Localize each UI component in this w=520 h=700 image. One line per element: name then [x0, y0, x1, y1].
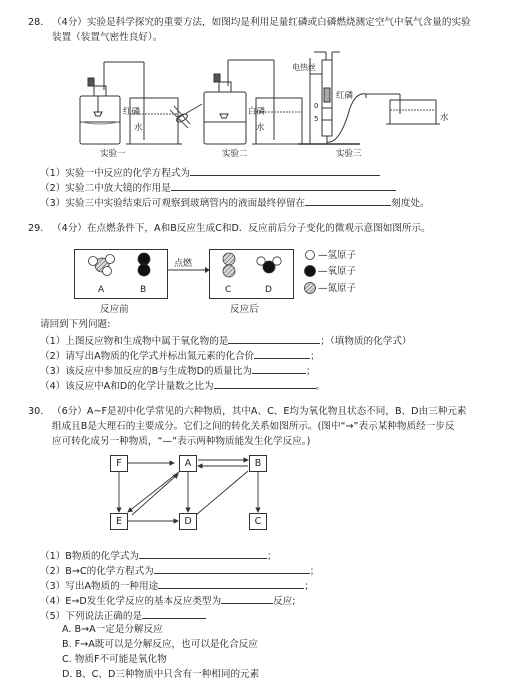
q29-stem: （4分）在点燃条件下，A和B反应生成C和D．反应前后分子变化的微观示意图如图所示。: [52, 223, 431, 234]
q29-sub3: [40, 363, 316, 378]
q30-sub3-end: ；: [304, 581, 314, 592]
q29-sub2-text: （2）请写出A物质的化学式并标出氮元素的化合价: [40, 351, 255, 362]
q28-number: 28.: [28, 17, 44, 28]
q28-sub2: [40, 180, 396, 195]
q29-sub3-end: ；: [305, 366, 316, 377]
q28-sub2-blank[interactable]: [171, 180, 396, 191]
q30-sub2: [40, 563, 319, 578]
q30-sub3-blank[interactable]: [158, 578, 304, 589]
q30-option-c[interactable]: C. 物质F不可能是氧化物: [62, 654, 167, 665]
molecule-b: [138, 253, 150, 276]
label-red-phosphorus-1: 红磷: [123, 107, 141, 117]
q28-stem-line1: （4分）实验是科学探究的重要方法，如图均是利用足量红磷或白磷燃烧测定空气中氧气含量的实验: [52, 17, 471, 28]
label-a: A: [98, 285, 105, 295]
edge-e-a: [132, 474, 178, 515]
q30-option-a[interactable]: A. B→A一定是分解反应: [62, 624, 163, 635]
legend-oxygen-label: —氧原子: [318, 266, 357, 277]
node-b: B: [249, 455, 267, 472]
q29-sub2: [40, 348, 320, 363]
node-f: F: [110, 455, 128, 472]
q29-sub3-text: （3）该反应中参加反应的B与生成物D的质量比为: [40, 366, 252, 377]
legend-nitrogen-label: —氮原子: [318, 283, 357, 294]
label-b: B: [140, 285, 147, 295]
q30-sub2-end: ；: [309, 566, 320, 577]
q28-sub3-suffix: 刻度处。: [391, 198, 430, 209]
q29-sub4-blank[interactable]: [214, 378, 316, 389]
node-d: D: [179, 513, 197, 530]
molecule-d: [257, 257, 281, 273]
q30-option-d[interactable]: D. B、C、D三种物质中只含有一种相同的元素: [62, 669, 260, 680]
q30-stem-line2: 组成且B是大理石的主要成分。它们之间的转化关系如图所示。(图中“→”表示某种物质经一步反: [52, 421, 455, 432]
q30-sub4-text: （4）E→D发生化学反应的基本反应类型为: [40, 596, 222, 607]
molecule-c: [223, 253, 235, 277]
label-water-3: 水: [440, 113, 449, 123]
q30-stem-line3: 应可转化成另一种物质，“—”表示两种物质能发生化学反应。): [52, 436, 311, 447]
q29-sub4: [40, 378, 325, 393]
experiment-2-apparatus: [170, 60, 306, 144]
node-e: E: [110, 513, 128, 530]
node-a: A: [179, 455, 197, 472]
q28-sub1: [40, 165, 380, 180]
q30-stem-line1: （6分）A~F是初中化学常见的六种物质，其中A、C、E均为氧化物且状态不同，B、D由三种元素: [52, 406, 467, 417]
q30-sub5: [40, 608, 206, 623]
q30-sub4: [40, 593, 296, 608]
q30-sub2-blank[interactable]: [154, 563, 310, 574]
q29-sub2-blank[interactable]: [254, 348, 310, 359]
node-c: C: [249, 513, 267, 530]
q29-sub1-suffix: ；（填物质的化学式）: [320, 336, 412, 347]
caption-before-reaction: 反应前: [100, 304, 129, 315]
q30-sub3-text: （3）写出A物质的一种用途: [40, 581, 159, 592]
legend-hydrogen-label: —氢原子: [318, 250, 357, 261]
q29-sub1-text: （1）上图反应物和生成物中属于氧化物的是: [40, 336, 229, 347]
legend-hydrogen-icon: [306, 251, 315, 260]
q30-sub1-end: ；: [267, 551, 277, 562]
edge-d-b: [196, 471, 248, 515]
q29-number: 29.: [28, 223, 44, 234]
label-water-2: 水: [256, 123, 265, 133]
q28-sub1-text: （1）实验一中反应的化学方程式为: [40, 168, 191, 179]
edge-a-e: [128, 471, 180, 512]
q28-sub3: [40, 195, 430, 210]
q29-sub1-blank[interactable]: [228, 333, 320, 344]
experiment-3-apparatus: [298, 52, 440, 144]
q29-sub4-text: （4）该反应中A和D的化学计量数之比为: [40, 381, 214, 392]
q30-sub4-blank[interactable]: [221, 593, 273, 604]
label-d: D: [265, 285, 272, 295]
q30-sub3: [40, 578, 314, 593]
legend-nitrogen-icon: [305, 283, 316, 294]
q30-sub1-text: （1）B物质的化学式为: [40, 551, 140, 562]
caption-experiment-2: 实验二: [222, 149, 248, 158]
q28-sub3-blank[interactable]: [305, 195, 391, 206]
caption-experiment-3: 实验三: [336, 149, 362, 158]
q30-number: 30.: [28, 406, 44, 417]
q30-sub4-suffix: 反应;: [273, 596, 296, 607]
q29-sub2-end: ；: [310, 351, 320, 362]
molecule-a: [89, 255, 115, 276]
q28-stem-line2: 装置（装置气密性良好）。: [52, 32, 163, 43]
q30-sub5-text: （5）下列说法正确的是: [40, 611, 143, 622]
q29-sub4-end: 。: [315, 381, 326, 392]
q28-sub3-text: （3）实验三中实验结束后可观察到玻璃管内的液面最终停留在: [40, 198, 306, 209]
label-water-1: 水: [134, 123, 143, 133]
label-mark-5: 5: [314, 115, 319, 123]
q30-option-b[interactable]: B. F→A既可以是分解反应，也可以是化合反应: [62, 639, 258, 650]
legend-oxygen-icon: [305, 266, 316, 277]
q30-sub5-blank[interactable]: [142, 608, 206, 619]
label-red-phosphorus-3: 红磷: [336, 91, 354, 101]
q29-intro: 请回到下列问题:: [40, 319, 111, 330]
label-mark-0: 0: [314, 102, 319, 110]
q28-apparatus-figure: [60, 48, 460, 158]
q30-sub1: [40, 548, 277, 563]
caption-experiment-1: 实验一: [100, 149, 126, 158]
label-heating-wire: 电热丝: [292, 63, 316, 72]
q30-sub2-text: （2）B→C的化学方程式为: [40, 566, 154, 577]
q29-sub1: [40, 333, 412, 348]
label-white-phosphorus: 白磷: [248, 107, 266, 117]
q29-arrow-label: 点燃: [174, 259, 193, 269]
q29-sub3-blank[interactable]: [252, 363, 306, 374]
reaction-arrowhead: [205, 267, 210, 273]
label-c: C: [225, 285, 232, 295]
caption-after-reaction: 反应后: [230, 304, 259, 315]
q30-sub1-blank[interactable]: [139, 548, 267, 559]
q28-sub2-text: （2）实验二中放大镜的作用是: [40, 183, 171, 194]
q28-sub1-blank[interactable]: [190, 165, 380, 176]
experiment-1-apparatus: [80, 62, 182, 144]
